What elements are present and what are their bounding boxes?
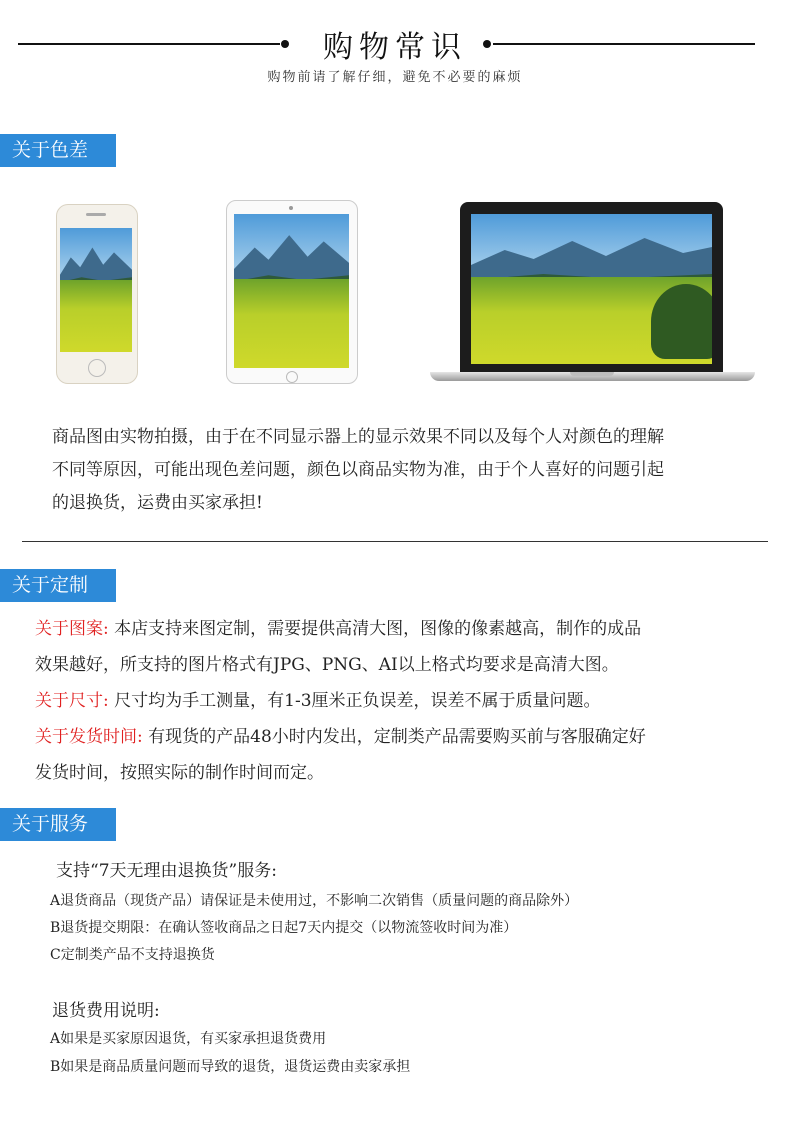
laptop-device [430,202,755,392]
fee-item-a: A如果是买家原因退货，有买家承担退货费用 [50,1031,327,1047]
pattern-line-1 [35,613,775,646]
page-title: 购物常识 [323,30,467,65]
color-text-line-3: 的退换货，运费由买家承担! [52,493,263,513]
support-item-a: A退货商品（现货产品）请保证是未使用过，不影响二次销售（质量问题的商品除外） [50,893,579,909]
section-tag-service: 关于服务 [0,808,116,841]
ship-text-1: 有现货的产品48小时内发出，定制类产品需要购买前与客服确定好 [148,727,646,747]
fee-title: 退货费用说明: [52,1001,160,1021]
section-tag-custom: 关于定制 [0,569,116,602]
laptop-screen-landscape [471,214,712,364]
pattern-label: 关于图案: [35,619,109,639]
page-subtitle: 购物前请了解仔细，避免不必要的麻烦 [267,70,523,85]
size-label: 关于尺寸: [35,691,109,711]
ship-text-2: 发货时间，按照实际的制作时间而定。 [35,763,324,783]
ship-line-1 [35,721,775,754]
pattern-text-2: 效果越好，所支持的图片格式有JPG、PNG、AI以上格式均要求是高清大图。 [35,655,619,675]
color-text-line-1: 商品图由实物拍摄，由于在不同显示器上的显示效果不同以及每个人对颜色的理解 [52,427,664,447]
ship-label: 关于发货时间: [35,727,143,747]
section-tag-color: 关于色差 [0,134,116,167]
phone-screen-landscape [60,228,132,352]
size-text: 尺寸均为手工测量，有1-3厘米正负误差，误差不属于质量问题。 [114,691,601,711]
pattern-text-1: 本店支持来图定制，需要提供高清大图，图像的像素越高，制作的成品 [114,619,642,639]
support-title: 支持“7天无理由退换货”服务: [56,861,277,881]
color-text-line-2: 不同等原因，可能出现色差问题，颜色以商品实物为准，由于个人喜好的问题引起 [52,460,664,480]
tablet-device [226,200,358,384]
tablet-screen-landscape [234,214,349,368]
size-line [35,685,775,718]
support-item-b: B退货提交期限：在确认签收商品之日起7天内提交（以物流签收时间为准） [50,920,518,936]
section-divider [22,541,768,542]
fee-item-b: B如果是商品质量问题而导致的退货，退货运费由卖家承担 [50,1059,411,1075]
support-item-c: C定制类产品不支持退换货 [50,947,215,963]
phone-device [44,196,147,388]
